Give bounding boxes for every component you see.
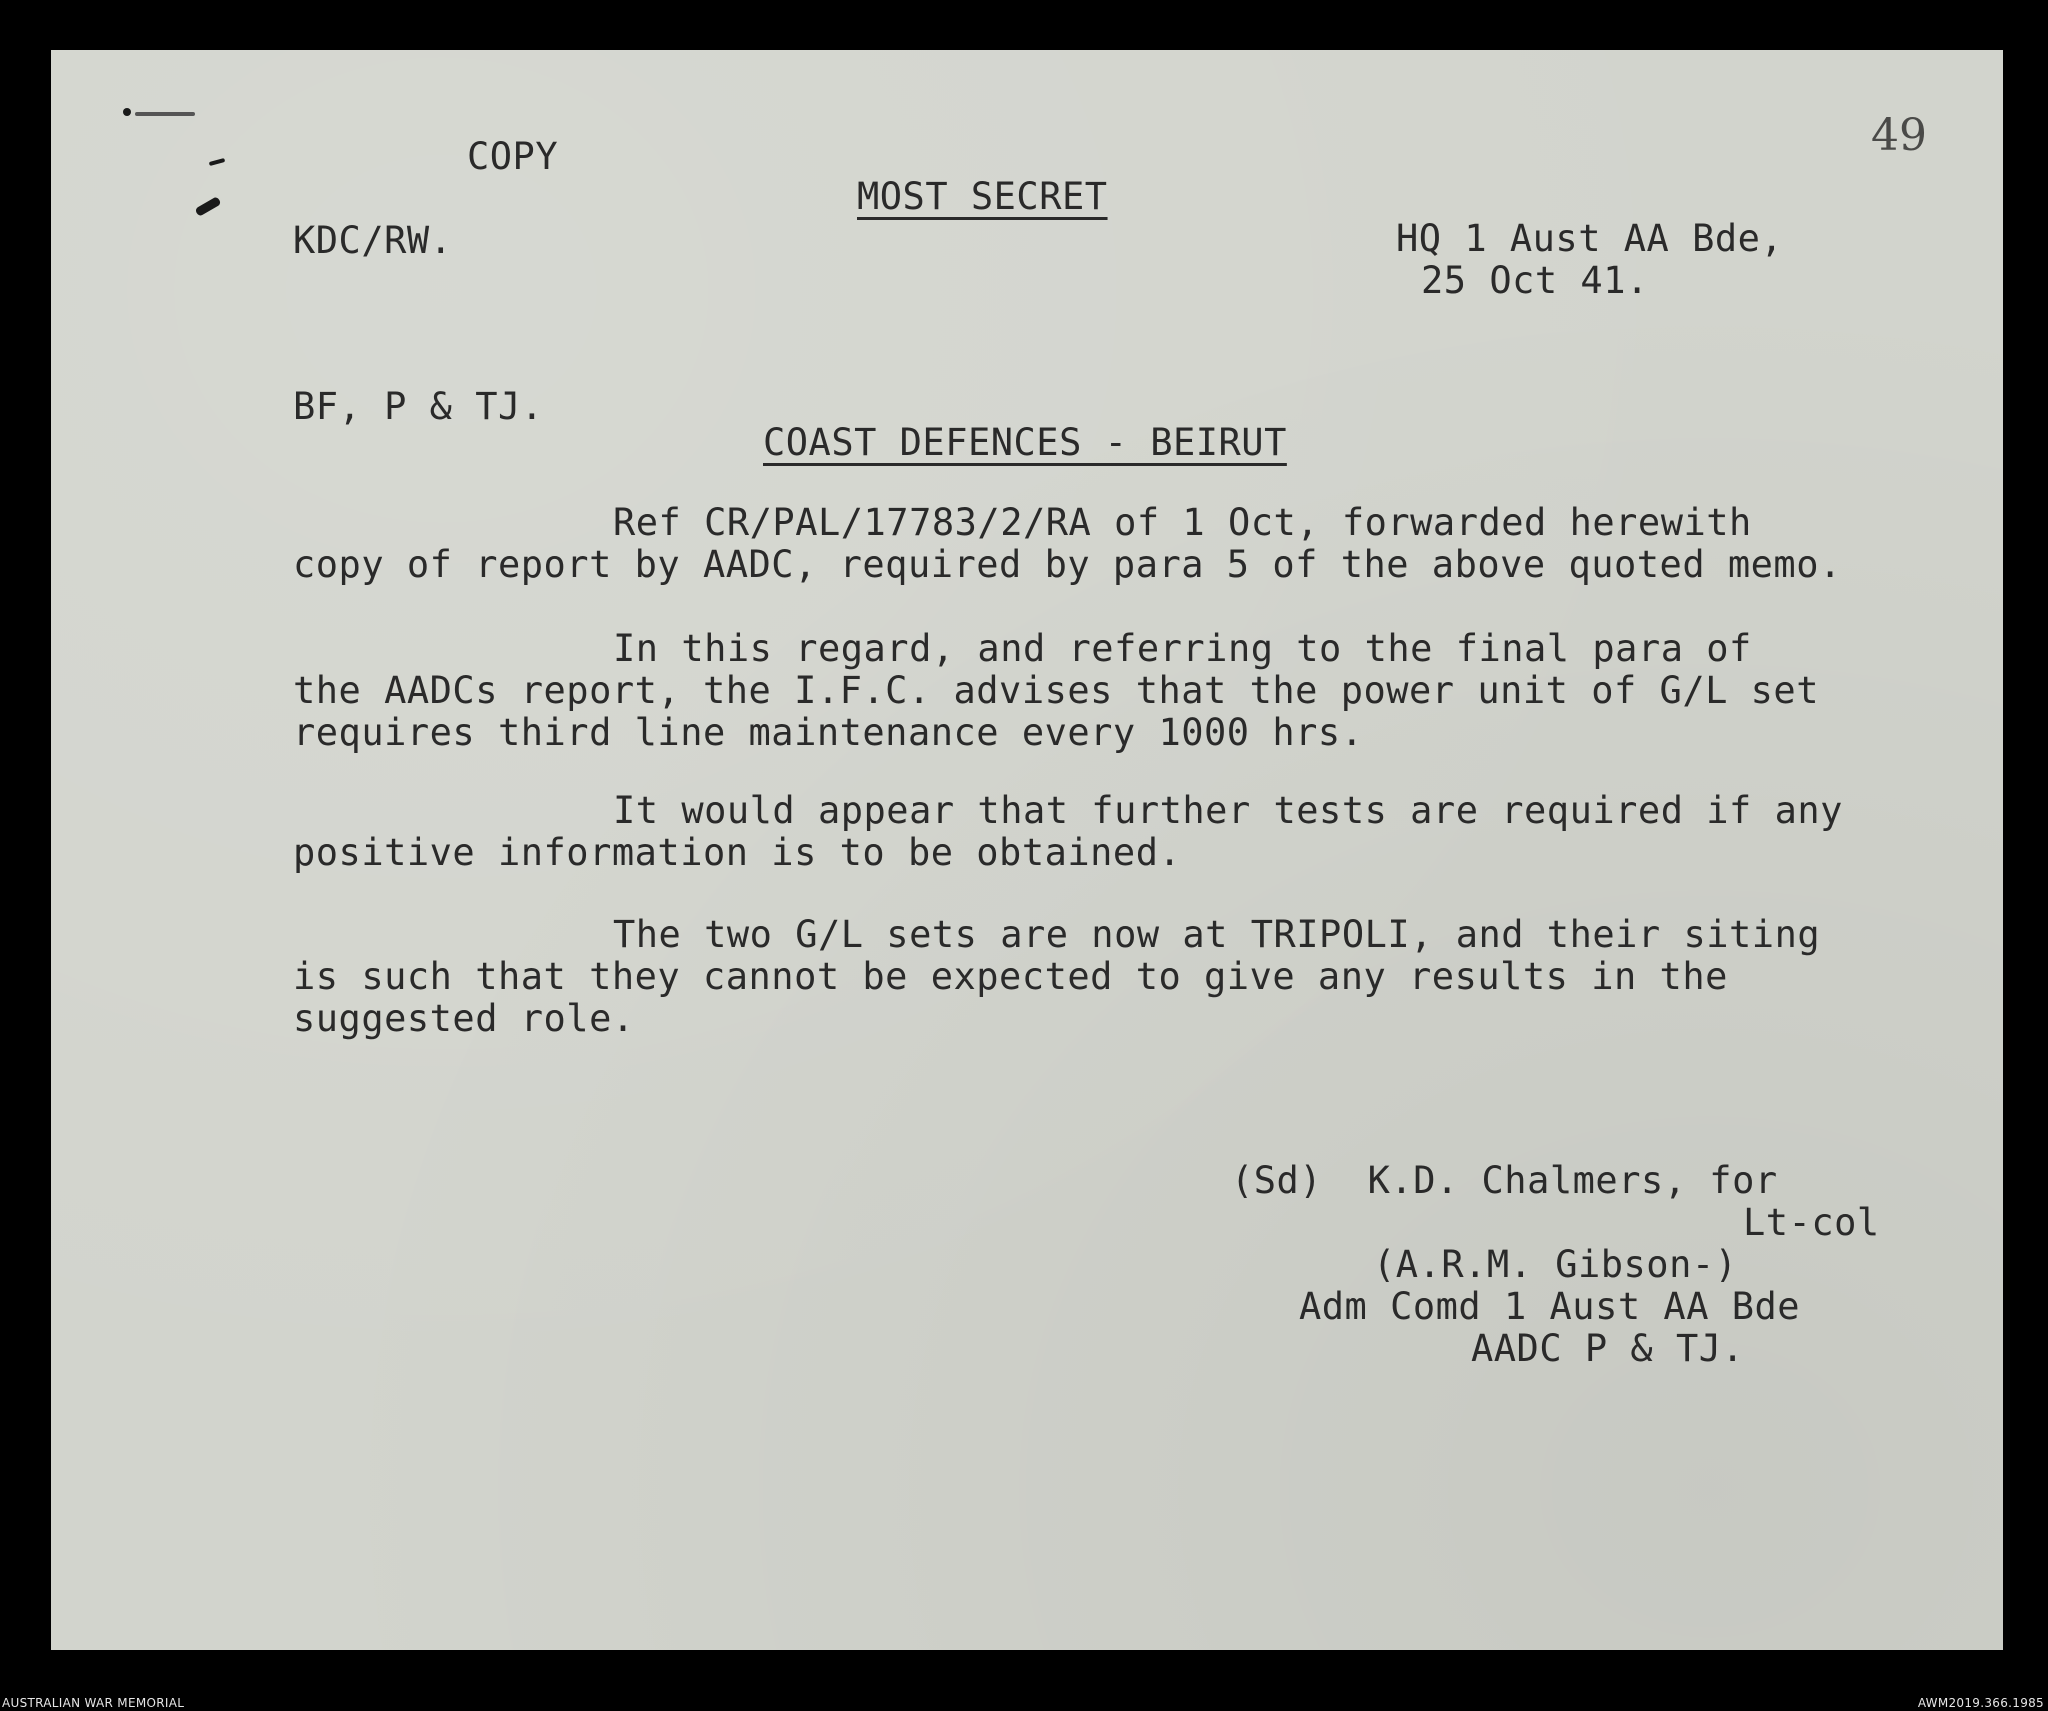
- addressee: BF, P & TJ.: [293, 385, 544, 428]
- signature-line-2: Lt-col: [1743, 1201, 1880, 1244]
- footer-institution: AUSTRALIAN WAR MEMORIAL: [2, 1696, 185, 1710]
- staple-mark: [135, 112, 195, 116]
- paragraph-1-line-2: copy of report by AADC, required by para 5 of the above quoted memo.: [293, 543, 1842, 586]
- paragraph-4-line-3: suggested role.: [293, 997, 635, 1040]
- signature-line-5: AADC P & TJ.: [1471, 1327, 1745, 1370]
- paragraph-4-line-1: The two G/L sets are now at TRIPOLI, and their siting: [613, 913, 1821, 956]
- paragraph-2-line-3: requires third line maintenance every 1000 hrs.: [293, 711, 1364, 754]
- punch-mark: [209, 158, 225, 166]
- date-line: 25 Oct 41.: [1421, 259, 1649, 302]
- signature-line-4: Adm Comd 1 Aust AA Bde: [1299, 1285, 1801, 1328]
- classification-heading: MOST SECRET: [857, 175, 1108, 218]
- reference-code: KDC/RW.: [293, 219, 453, 262]
- signature-line-1: (Sd) K.D. Chalmers, for: [1231, 1159, 1778, 1202]
- paragraph-2-line-2: the AADCs report, the I.F.C. advises that the power unit of G/L set: [293, 669, 1819, 712]
- folio-number: 49: [1871, 110, 1927, 161]
- paragraph-3-line-2: positive information is to be obtained.: [293, 831, 1182, 874]
- copy-label: COPY: [467, 135, 559, 178]
- document-page: [51, 50, 2003, 1650]
- paragraph-3-line-1: It would appear that further tests are required if any: [613, 789, 1843, 832]
- paragraph-4-line-2: is such that they cannot be expected to give any results in the: [293, 955, 1728, 998]
- paragraph-2-line-1: In this regard, and referring to the final para of: [613, 627, 1752, 670]
- subject-heading: COAST DEFENCES - BEIRUT: [763, 421, 1287, 464]
- footer-accession: AWM2019.366.1985: [1917, 1696, 2044, 1710]
- hq-line: HQ 1 Aust AA Bde,: [1396, 217, 1784, 260]
- staple-mark: [123, 108, 131, 116]
- punch-mark: [194, 196, 221, 217]
- paragraph-1-line-1: Ref CR/PAL/17783/2/RA of 1 Oct, forwarded herewith: [613, 501, 1752, 544]
- signature-line-3: (A.R.M. Gibson-): [1373, 1243, 1738, 1286]
